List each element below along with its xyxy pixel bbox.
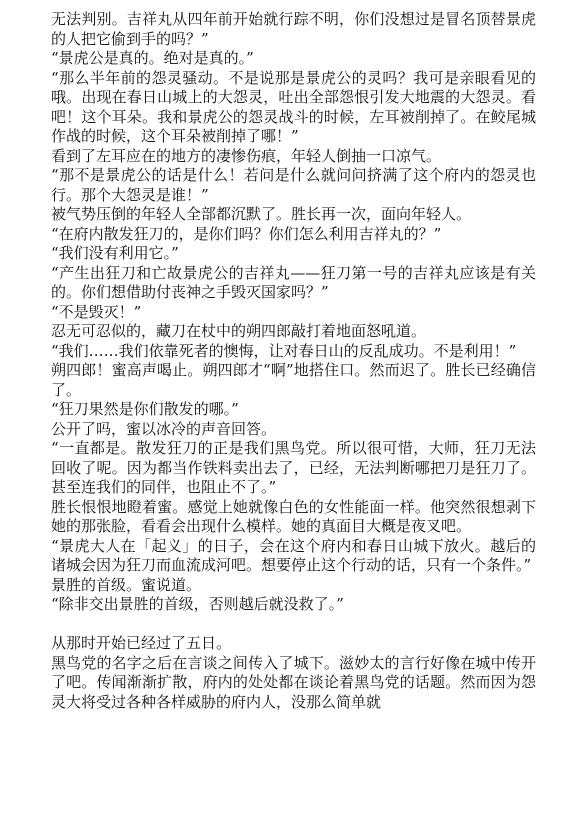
paragraph: 胜长恨恨地瞪着蜜。感觉上她就像白色的女性能面一样。他突然很想剥下她的那张脸，看看会出现什么模样。她的真面目大概是夜叉吧。 xyxy=(51,497,536,535)
paragraph: “一直都是。散发狂刀的正是我们黑鸟党。所以很可惜，大师，狂刀无法回收了呢。因为都当作铁料卖出去了，已经，无法判断哪把刀是狂刀了。甚至连我们的同伴，也阻止不了。” xyxy=(51,439,536,496)
paragraph: “那不是景虎公的话是什么！若问是什么就问问挤满了这个府内的怨灵也行。那个大怨灵是谁！” xyxy=(51,166,536,204)
paragraph: 忍无可忍似的，藏刀在杖中的朔四郎敲打着地面怒吼道。 xyxy=(51,322,427,340)
paragraph: 看到了左耳应在的地方的凄惨伤痕，年轻人倒抽一口凉气。 xyxy=(51,146,442,165)
section-break xyxy=(51,615,536,635)
paragraph: “景虎大人在「起义」的日子，会在这个府内和春日山城下放火。越后的诸城会因为狂刀而血流成河吧。想要停止这个行动的话，只有一个条件。” xyxy=(51,536,536,574)
paragraph: “我们没有利用它。” xyxy=(51,244,179,262)
paragraph: 被气势压倒的年轻人全部都沉默了。胜长再一次，面向年轻人。 xyxy=(51,205,472,223)
paragraph: 公开了吗，蜜以冰冷的声音回答。 xyxy=(51,419,277,438)
paragraph: 朔四郎！蜜高声喝止。朔四郎才“啊”地搭住口。然而迟了。胜长已经确信了。 xyxy=(51,361,536,399)
paragraph: “景虎公是真的。绝对是真的。” xyxy=(51,49,254,67)
paragraph: 无法判别。吉祥丸从四年前开始就行踪不明，你们没想过是冒名顶替景虎的人把它偷到手的吗？” xyxy=(51,10,536,48)
paragraph: “产生出狂刀和亡故景虎公的吉祥丸——狂刀第一号的吉祥丸应该是有关的。你们想借助付丧神之手毁灭国家吗？” xyxy=(51,263,536,301)
paragraph: “那么半年前的怨灵骚动。不是说那是景虎公的灵吗？我可是亲眼看见的哦。出现在春日山城上的大怨灵，吐出全部怨恨引发大地震的大怨灵。看吧！这个耳朵。我和景虎公的怨灵战斗的时候，左耳被削掉了。在鲛尾城作战的时候，这个耳朵被削掉了哪！” xyxy=(51,68,536,145)
document-page xyxy=(51,10,536,712)
paragraph: “不是毁灭！” xyxy=(51,302,142,321)
paragraph: “我们……我们依靠死者的懊悔，让对春日山的反乱成功。不是利用！” xyxy=(51,341,517,360)
paragraph: 景胜的首级。蜜说道。 xyxy=(51,575,202,594)
paragraph: 黑鸟党的名字之后在言谈之间传入了城下。滋妙太的言行好像在城中传开了吧。传闻渐渐扩散，府内的处处都在谈论着黑鸟党的话题。然而因为怨灵大将受过各种各样威胁的府内人，没那么简单就 xyxy=(51,653,536,711)
paragraph: “除非交出景胜的首级，否则越后就没救了。” xyxy=(51,595,344,613)
paragraph: 从那时开始已经过了五日。 xyxy=(51,634,232,652)
paragraph: “狂刀果然是你们散发的哪。” xyxy=(51,400,239,418)
paragraph: “在府内散发狂刀的，是你们吗？你们怎么利用吉祥丸的？” xyxy=(51,224,442,243)
